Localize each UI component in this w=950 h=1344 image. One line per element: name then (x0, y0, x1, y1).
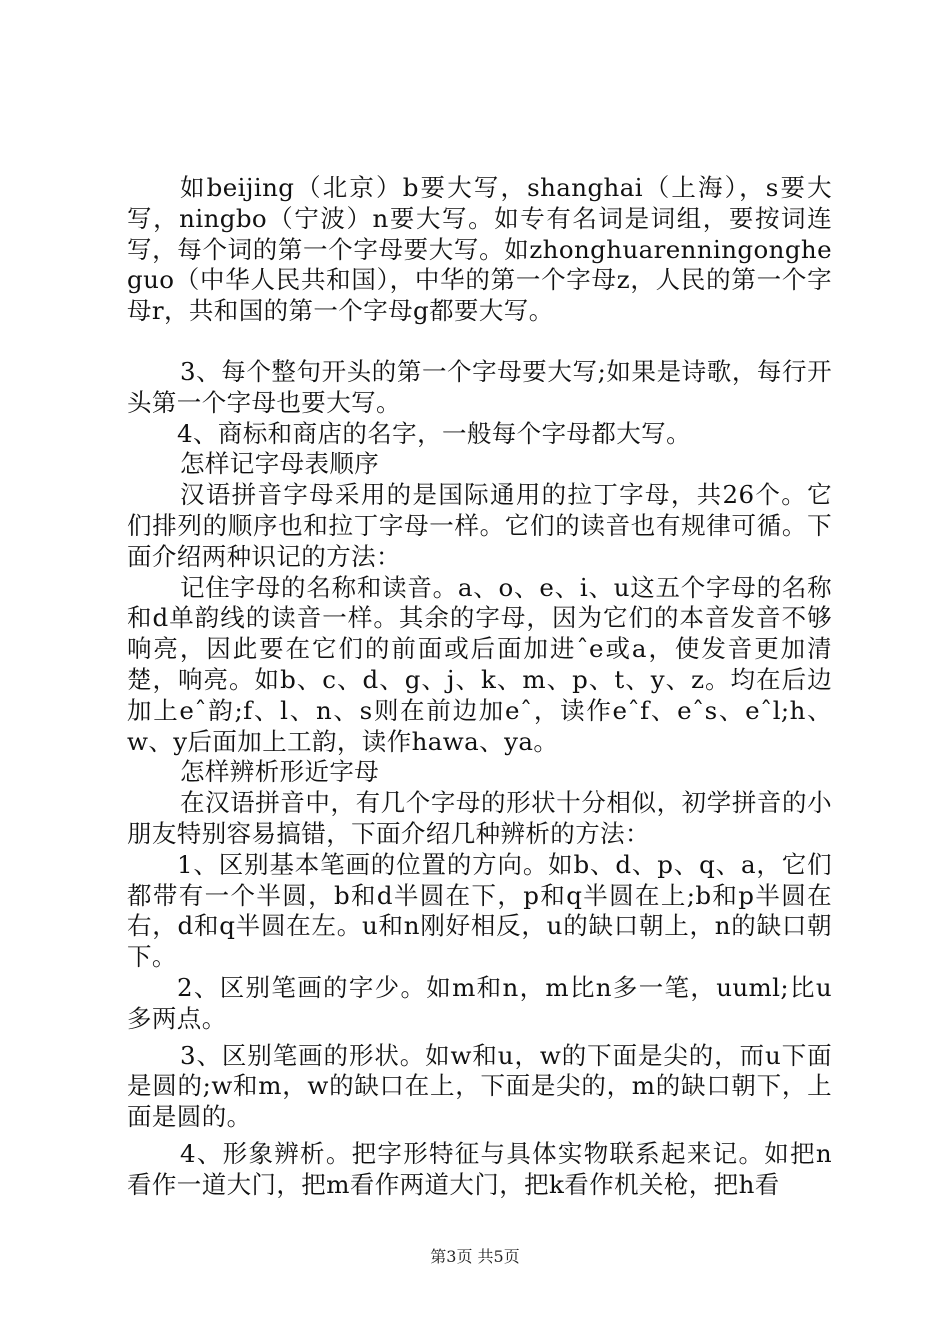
paragraph-capitalization-examples: 如beijing（北京）b要大写，shanghai（上海），s要大写，ningbo（宁波）n要大写。如专有名词是词组，要按词连写，每个词的第一个字母要大写。如zhonghuarenningongheguo（中华人民共和国），中华的第一个字母z，人民的第一个字母r，共和国的第一个字母g都要大写。 (127, 173, 832, 326)
page-number-footer: 第3页 共5页 (430, 1247, 520, 1266)
paragraph-method-1: 1、区别基本笔画的位置的方向。如b、d、p、q、a，它们都带有一个半圆，b和d半圆在下，p和q半圆在上;b和p半圆在右，d和q半圆在左。u和n刚好相反，u的缺口朝上，n的缺口朝下。 (127, 849, 832, 972)
heading-alphabet-order: 怎样记字母表顺序 (180, 449, 380, 479)
paragraph-rule-3: 3、每个整句开头的第一个字母要大写;如果是诗歌，每行开头第一个字母也要大写。 (127, 356, 832, 417)
paragraph-similar-intro: 在汉语拼音中，有几个字母的形状十分相似，初学拼音的小朋友特别容易搞错，下面介绍几种辨析的方法： (127, 788, 832, 848)
paragraph-method-3: 3、区别笔画的形状。如w和u，w的下面是尖的，而u下面是圆的;w和m，w的缺口在上，下面是尖的，m的缺口朝下，上面是圆的。 (127, 1040, 832, 1132)
paragraph-rule-4: 4、商标和商店的名字，一般每个字母都大写。 (177, 418, 691, 448)
document-body (127, 173, 832, 1201)
paragraph-letter-names: 记住字母的名称和读音。a、o、e、i、u这五个字母的名称和d单韵线的读音一样。其余的字母，因为它们的本音发音不够响亮，因此要在它们的前面或后面加进ˆe或a，使发音更加清楚，响亮。如b、c、d、g、j、k、m、p、t、y、z。均在后边加上eˆ韵;f、l、n、s则在前边加eˆ，读作eˆf、eˆs、eˆl;h、w、y后面加上工韵，读作hawa、ya。 (127, 572, 832, 756)
heading-similar-letters: 怎样辨析形近字母 (180, 757, 380, 787)
paragraph-alphabet-intro: 汉语拼音字母采用的是国际通用的拉丁字母，共26个。它们排列的顺序也和拉丁字母一样。它们的读音也有规律可循。下面介绍两种识记的方法： (127, 480, 832, 571)
paragraph-method-4: 4、形象辨析。把字形特征与具体实物联系起来记。如把n看作一道大门，把m看作两道大门，把k看作机关枪，把h看 (127, 1138, 832, 1199)
paragraph-method-2: 2、区别笔画的字少。如m和n，m比n多一笔，uuml;比u多两点。 (127, 972, 832, 1033)
